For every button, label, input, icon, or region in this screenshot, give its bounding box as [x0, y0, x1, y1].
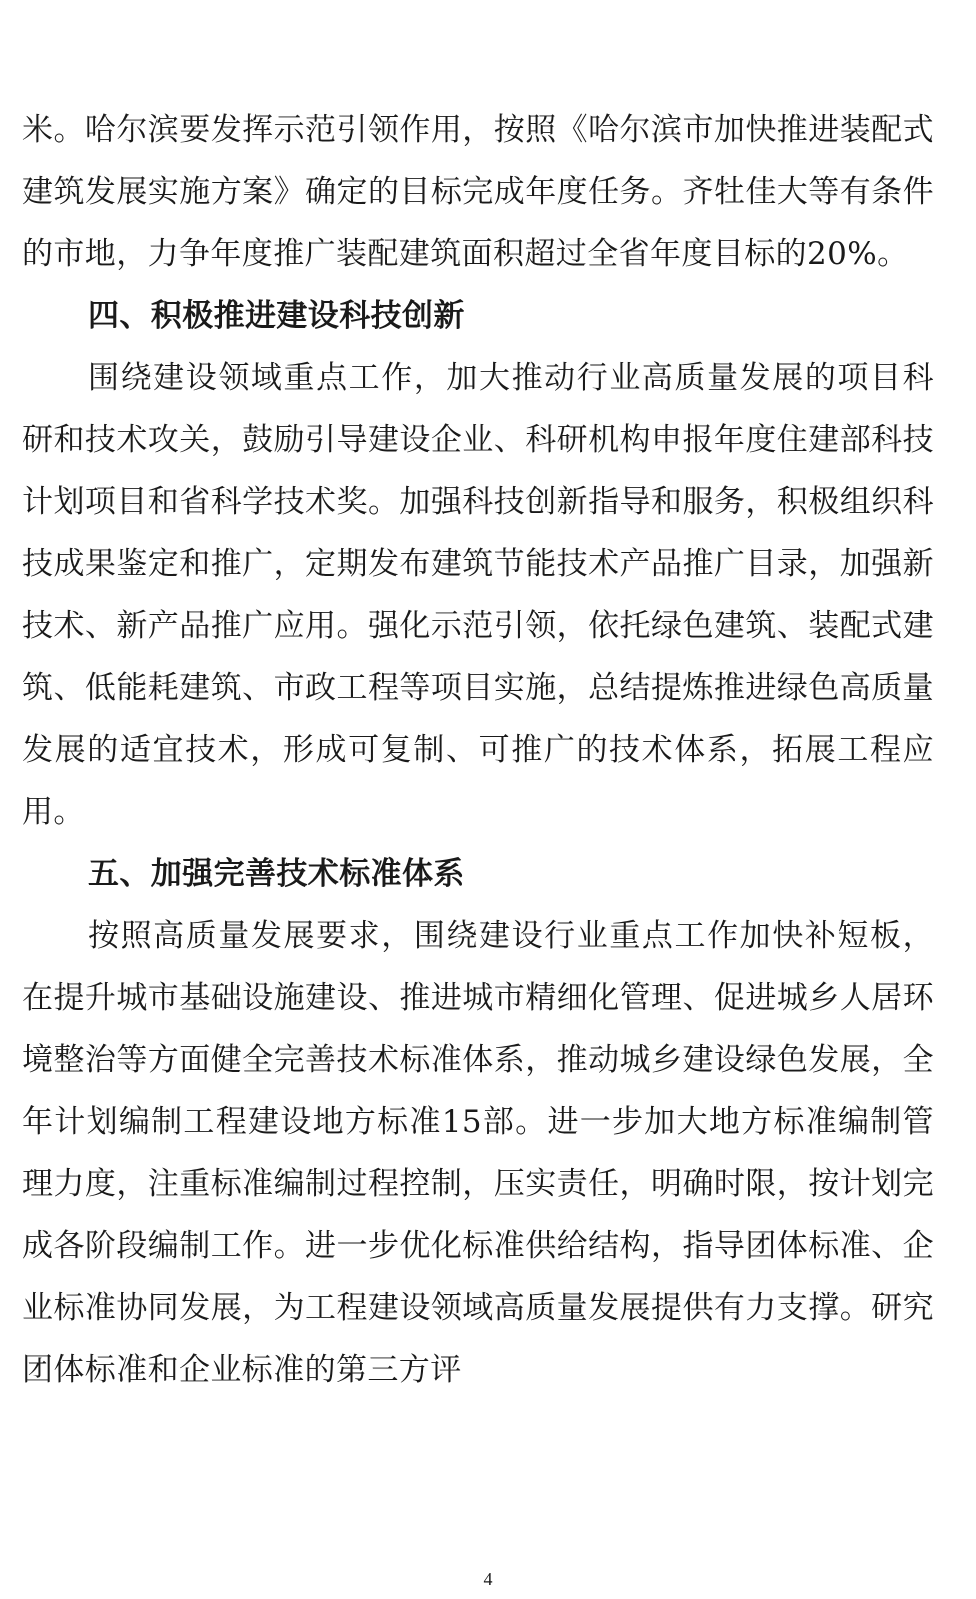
paragraph-section-4: 围绕建设领域重点工作，加大推动行业高质量发展的项目科研和技术攻关，鼓励引导建设企业、科研机构申报年度住建部科技计划项目和省科学技术奖。加强科技创新指导和服务，积极组织科技成果鉴定和推广，定期发布建筑节能技术产品推广目录，加强新技术、新产品推广应用。强化示范引领，依托绿色建筑、装配式建筑、低能耗建筑、市政工程等项目实施，总结提炼推进绿色高质量发展的适宜技术，形成可复制、可推广的技术体系，拓展工程应用。: [22, 360, 934, 830]
paragraph-section-5: 按照高质量发展要求，围绕建设行业重点工作加快补短板，在提升城市基础设施建设、推进城市精细化管理、促进城乡人居环境整治等方面健全完善技术标准体系，推动城乡建设绿色发展，全年计划编制工程建设地方标准15部。进一步加大地方标准编制管理力度，注重标准编制过程控制，压实责任，明确时限，按计划完成各阶段编制工作。进一步优化标准供给结构，指导团体标准、企业标准协同发展，为工程建设领域高质量发展提供有力支撑。研究团体标准和企业标准的第三方评: [22, 918, 934, 1388]
document-body: [22, 99, 934, 1401]
paragraph-continued: 米。哈尔滨要发挥示范引领作用，按照《哈尔滨市加快推进装配式建筑发展实施方案》确定的目标完成年度任务。齐牡佳大等有条件的市地，力争年度推广装配建筑面积超过全省年度目标的20%。: [22, 112, 934, 272]
section-heading-5: 五、加强完善技术标准体系: [88, 856, 465, 892]
section-heading-4: 四、积极推进建设科技创新: [88, 298, 465, 334]
page-number: 4: [483, 1569, 493, 1589]
